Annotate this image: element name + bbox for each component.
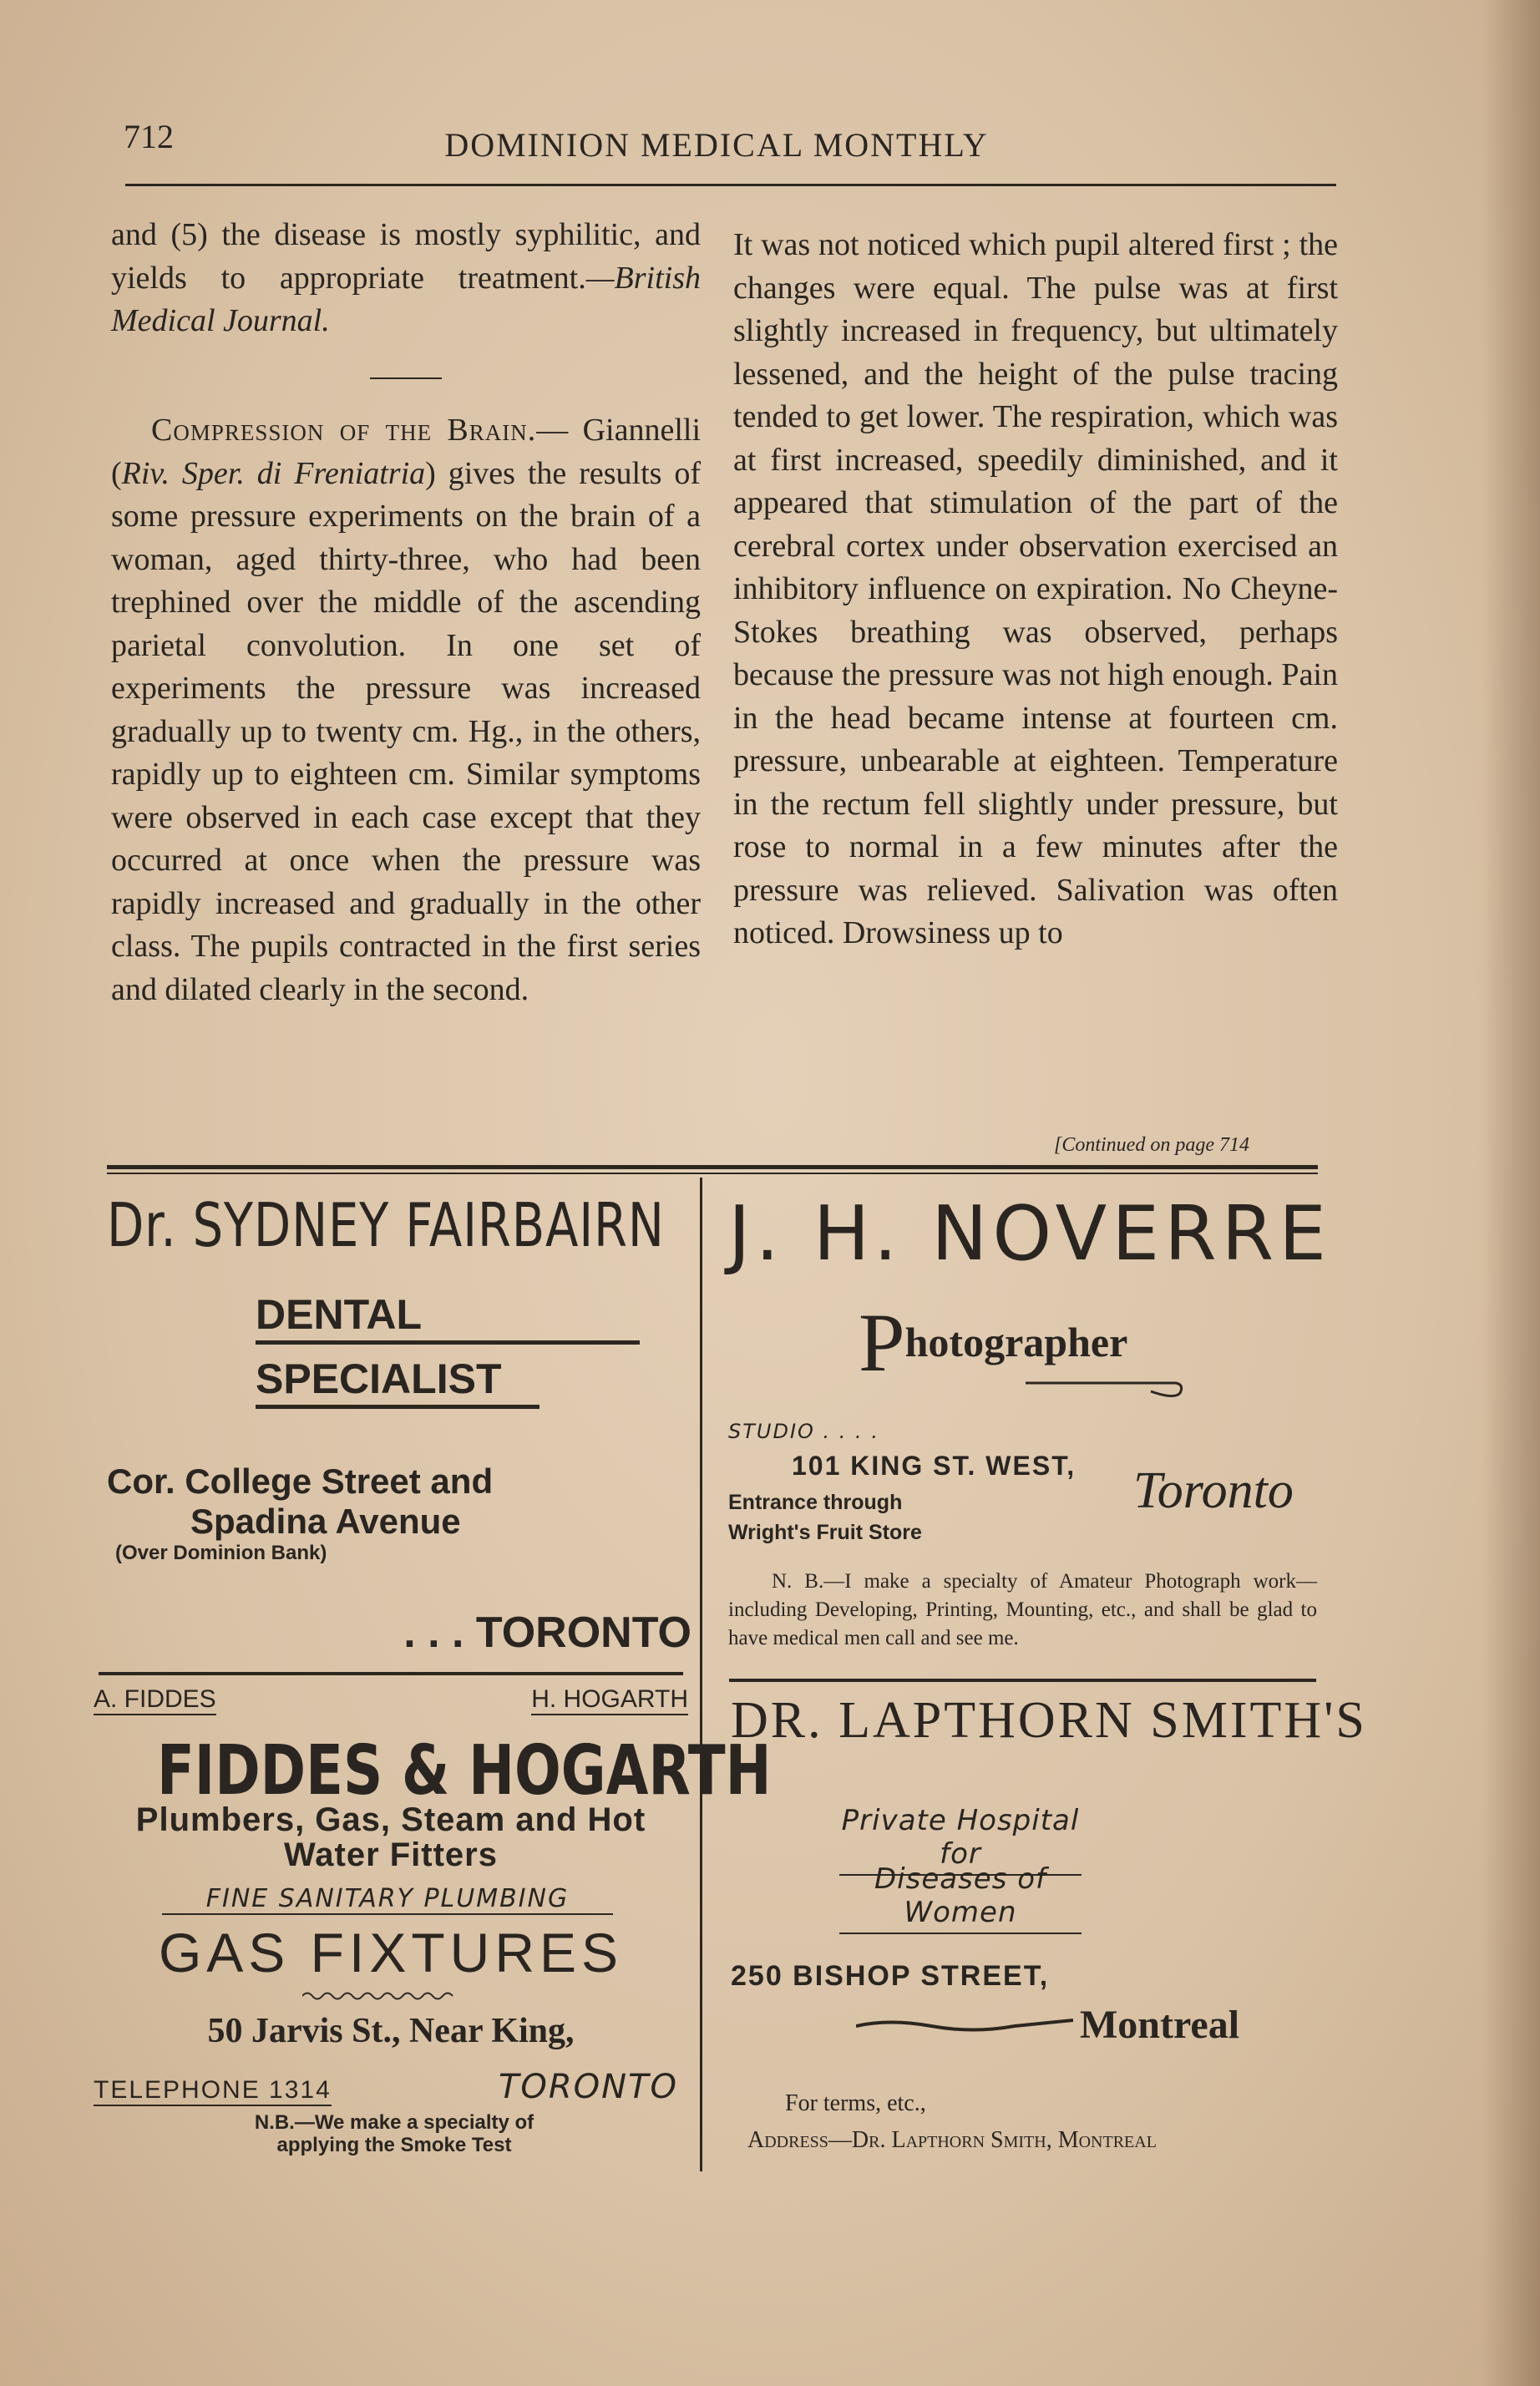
- running-header: [124, 117, 1310, 167]
- hospital-line2: Diseases of Women: [839, 1862, 1082, 1934]
- hospital-address: 250 BISHOP STREET,: [731, 1960, 1050, 1992]
- ad-separator: [729, 1679, 1316, 1682]
- flourish-icon: [1026, 1376, 1193, 1410]
- article-paragraph: Compression of the Brain.— Giannelli (Riv. Sper. di Freniatria) gives the results of some pressure experiments on the brain of a woman, aged thirty-three, who had been trephined over the middle of the ascending parietal convolution. In one set of experiments the pressure was increased gradually up to twenty cm. Hg., in the others, rapidly up to eighteen cm. Similar symptoms were observed in each case except that they occurred at once when the pressure was rapidly increased and gradually in the other class. The pupils contracted in the first series and dilated clearly in the second.: [111, 413, 702, 1007]
- section-heading: Compression of the Brain.: [151, 413, 537, 448]
- dentist-city: . . . TORONTO: [403, 1608, 691, 1657]
- page-number: 712: [124, 118, 174, 155]
- ads-top-rule: [107, 1165, 1318, 1169]
- firm-trades: Plumbers, Gas, Steam and Hot Water Fitters: [135, 1801, 646, 1873]
- page-edge-shadow: [1482, 0, 1540, 2386]
- journal-citation: Riv. Sper. di Freniatria: [121, 455, 426, 491]
- firm-city: TORONTO: [498, 2068, 678, 2106]
- firm-contact-row: [94, 2068, 678, 2106]
- firm-specialty: FINE SANITARY PLUMBING: [162, 1884, 613, 1915]
- photographer-title: Photographer: [859, 1294, 1127, 1391]
- photographer-name: J. H. NOVERRE: [728, 1190, 1332, 1278]
- ad-lapthorn-smith: [731, 1691, 1367, 2176]
- studio-label: STUDIO . . . .: [728, 1420, 879, 1443]
- firm-name: FIDDES & HOGARTH: [157, 1731, 772, 1811]
- partner-fiddes: A. FIDDES: [94, 1685, 216, 1715]
- ads-column-divider: [700, 1178, 702, 2171]
- firm-address: 50 Jarvis St., Near King,: [207, 2012, 575, 2050]
- hospital-city: Montreal: [1080, 2003, 1240, 2047]
- header-rule: [125, 184, 1336, 186]
- ad-fairbairn: [107, 1190, 691, 1666]
- ad-separator: [99, 1672, 683, 1675]
- hospital-terms: For terms, etc.,: [785, 2090, 926, 2116]
- studio-address: 101 KING ST. WEST,: [792, 1451, 1076, 1481]
- partner-names: [94, 1685, 688, 1715]
- hospital-line1: Private Hospital for: [839, 1804, 1082, 1876]
- article-paragraph: and (5) the disease is mostly syphilitic, and yields to appropriate treatment.—British Medical Journal.: [111, 217, 701, 338]
- firm-note: N.B.—We make a specialty of applying the Smoke Test: [254, 2111, 534, 2156]
- hospital-contact: Address—Dr. Lapthorn Smith, Montreal: [747, 2127, 1157, 2153]
- dental-title: DENTAL SPECIALIST: [256, 1290, 640, 1409]
- article-paragraph: It was not noticed which pupil altered first ; the changes were equal. The pulse was at first slightly increased in frequency, but ultimately lessened, and the height of the pulse tracing tended to get lower. The respiration, which was at first increased, speedily diminished, and it appeared that stimulation of the part of the cerebral cortex under observation exercised an inhibitory influence on expiration. No Cheyne-Stokes breathing was observed, perhaps because the pressure was not high enough. Pain in the head became intense at fourteen cm. pressure, unbearable at eighteen. Temperature in the rectum fell slightly under pressure, but rose to normal in a few minutes after the pressure was relieved. Salivation was often noticed. Drowsiness up to: [733, 227, 1338, 950]
- studio-note: N. B.—I make a specialty of Amateur Photograph work—including Developing, Printing, Mounting, etc., and shall be glad to have medical men call and see me.: [728, 1570, 1317, 1649]
- continued-note: [Continued on page 714: [1054, 1134, 1249, 1156]
- ads-top-rule-thin: [107, 1173, 1318, 1174]
- section-separator: [111, 355, 701, 398]
- ad-noverre: [728, 1190, 1332, 1658]
- partner-hogarth: H. HOGARTH: [531, 1685, 688, 1715]
- article-right-column: [733, 224, 1338, 955]
- hospital-owner: DR. LAPTHORN SMITH'S: [731, 1692, 1367, 1749]
- wavy-rule-icon: [302, 1990, 461, 2002]
- journal-title: DOMINION MEDICAL MONTHLY: [444, 126, 989, 164]
- source-citation: —British Medical Journal.: [111, 260, 701, 338]
- studio-city: Toronto: [1133, 1462, 1294, 1519]
- ornament-icon: [856, 2017, 1073, 2035]
- ad-fiddes-hogarth: [94, 1685, 772, 2161]
- dentist-name: Dr. SYDNEY FAIRBAIRN: [107, 1190, 665, 1260]
- studio-entrance: Entrance through Wright's Fruit Store: [728, 1491, 922, 1544]
- gas-fixtures: GAS FIXTURES: [158, 1922, 624, 1983]
- article-left-column: [111, 214, 701, 1011]
- firm-telephone: TELEPHONE 1314: [94, 2076, 332, 2106]
- dentist-address: Cor. College Street and Spadina Avenue (Over Dominion Bank): [107, 1461, 494, 1564]
